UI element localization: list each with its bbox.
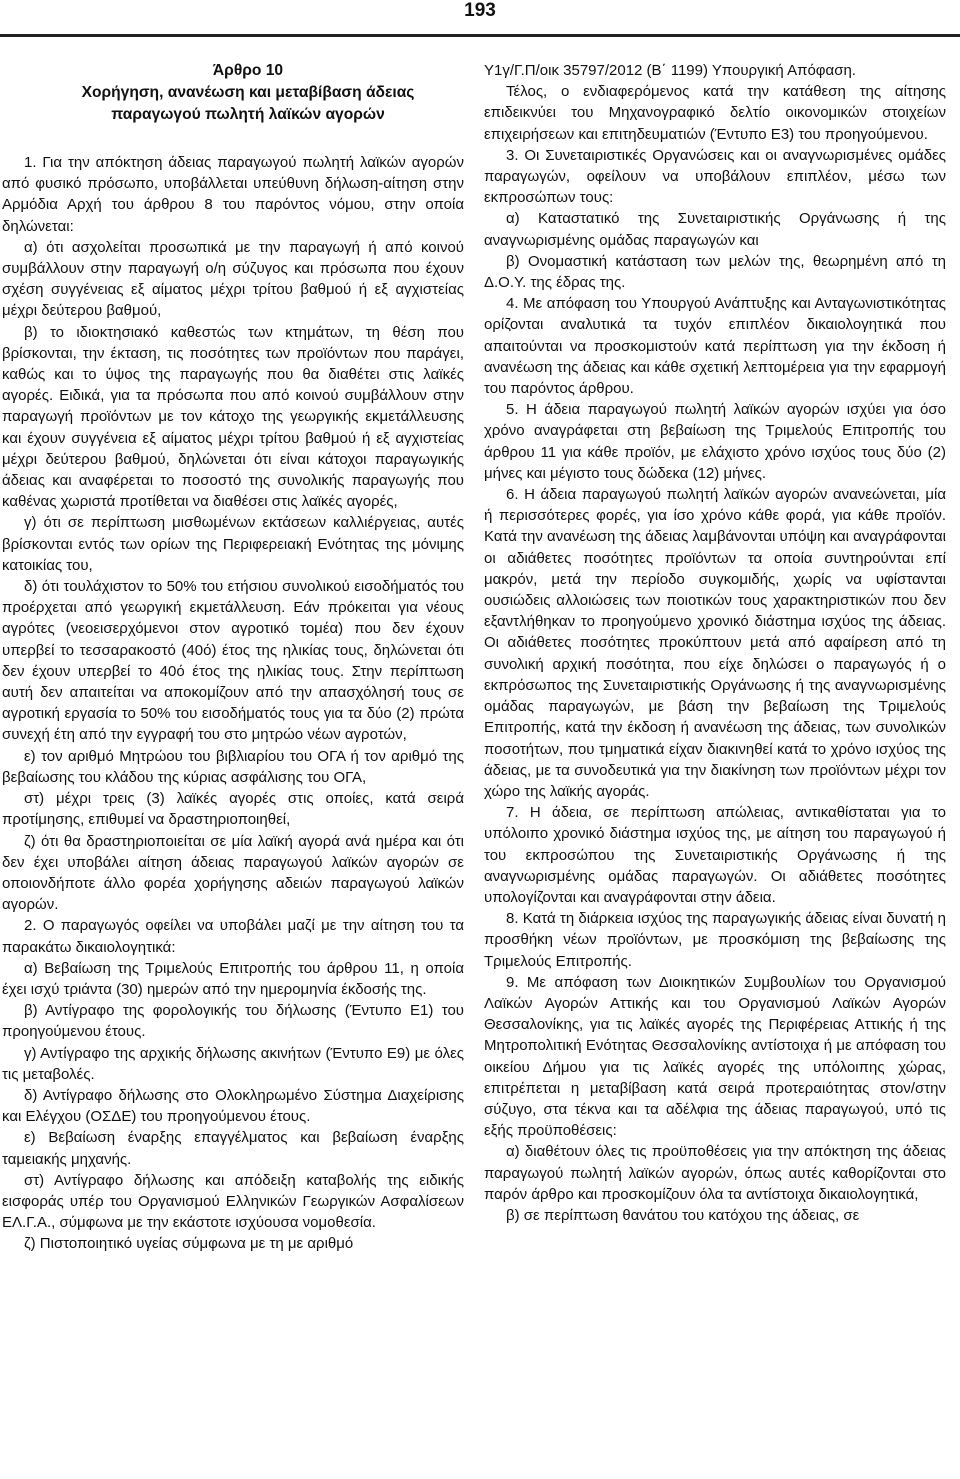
- paragraph: α) ότι ασχολείται προσωπικά με την παραγωγή ή από κοινού συμβάλλουν στην παραγωγή ο/η σύζυγος και πρόσωπα που έχουν σχέση συγγένειας εξ αίματος μέχρι τρίτου βαθμού ή εξ αγχιστείας μέχρι δεύτερου βαθμού,: [2, 238, 464, 320]
- paragraph: γ) Αντίγραφο της αρχικής δήλωσης ακινήτων (Έντυπο Ε9) με όλες τις μεταβολές.: [2, 1044, 464, 1083]
- paragraph: β) σε περίπτωση θανάτου του κατόχου της άδειας, σε: [506, 1206, 860, 1224]
- paragraph: 3. Οι Συνεταιριστικές Οργανώσεις και οι αναγνωρισμένες ομάδες παραγωγών, οφείλουν να υποβάλουν επιπλέον, μέσω των εκπροσώπων τους:: [484, 146, 946, 207]
- paragraph: ε) τον αριθμό Μητρώου του βιβλιαρίου του ΟΓΑ ή τον αριθμό της βεβαίωσης του κλάδου της κύριας ασφάλισης του ΟΓΑ,: [2, 747, 464, 786]
- page-number: 193: [464, 0, 496, 21]
- paragraph: γ) ότι σε περίπτωση μισθωμένων εκτάσεων καλλιέργειας, αυτές βρίσκονται εντός των ορίων της Περιφερειακή Ενότητας της μόνιμης κατοικίας του,: [2, 514, 464, 574]
- paragraph: 1. Για την απόκτηση άδειας παραγωγού πωλητή λαϊκών αγορών από φυσικό πρόσωπο, υποβάλλεται υπεύθυνη δήλωση-αίτηση στην Αρμόδια Αρχή του άρθρου 8 του παρόντος νόμου, στην οποία δηλώνεται:: [2, 154, 464, 235]
- article-title-block: [2, 60, 464, 126]
- paragraph: β) Ονομαστική κατάσταση των μελών της, θεωρημένη από τη Δ.Ο.Υ. της έδρας της.: [484, 252, 946, 292]
- paragraph-continuation: Υ1γ/Γ.Π/οικ 35797/2012 (Β΄ 1199) Υπουργική Απόφαση.: [484, 62, 856, 79]
- paragraph: 5. Η άδεια παραγωγού πωλητή λαϊκών αγορών ισχύει για όσο χρόνο αναγράφεται στη βεβαίωση της Τριμελούς Επιτροπής του άρθρου 11 για κάθε προϊόν, με ελάχιστο χρόνο ισχύος τους δύο (2) μήνες και μέγιστο τους δώδεκα (12) μήνες.: [484, 401, 946, 482]
- left-column: [2, 60, 464, 1255]
- paragraph: στ) μέχρι τρεις (3) λαϊκές αγορές στις οποίες, κατά σειρά προτίμησης, επιθυμεί να δραστηριοποιηθεί,: [2, 790, 464, 829]
- paragraph: 8. Κατά τη διάρκεια ισχύος της παραγωγικής άδειας είναι δυνατή η προσθήκη νέων προϊόντων, με προσκόμιση της βεβαίωσης της Τριμελούς Επιτροπής.: [484, 910, 946, 970]
- paragraph: ε) Βεβαίωση έναρξης επαγγέλματος και βεβαίωση έναρξης ταμειακής μηχανής.: [2, 1129, 464, 1168]
- paragraph: ζ) ότι θα δραστηριοποιείται σε μία λαϊκή αγορά ανά ημέρα και ότι δεν έχει υποβάλει αίτηση άδειας παραγωγού λαϊκών αγορών σε οποιονδήποτε άλλο φορέα χορήγησης αδειών παραγωγού λαϊκών αγορών.: [2, 832, 464, 914]
- paragraph: δ) ότι τουλάχιστον το 50% του ετήσιου συνολικού εισοδήματός του προέρχεται από γεωργική εκμετάλλευση. Εάν πρόκειται για νέους αγρότες (νεοεισερχόμενοι στον αγροτικό τομέα) που δεν έχουν υπερβεί το τεσσαρακοστό (40ό) έτος της ηλικίας τους, δηλώνεται ότι δεν έχουν υπερβεί το 40ό έτος της ηλικίας τους. Στην περίπτωση αυτή δεν απαιτείται να αποκομίζουν από την απασχόλησή τους σε αγροτική εργασία το 50% του εισοδήματός τους για τα δύο (2) πρώτα συνεχή έτη από την εγγραφή του στο μητρώο νέων αγροτών,: [2, 578, 464, 744]
- paragraph: 6. Η άδεια παραγωγού πωλητή λαϊκών αγορών ανανεώνεται, μία ή περισσότερες φορές, για ίσο χρόνο κάθε φορά, για κάθε προϊόν. Κατά την ανανέωση της άδειας λαμβάνονται υπόψη και αναγράφονται οι αδιάθετες ποσότητες προϊόντων τα οποία συντηρούνται επί μακρόν, μετά την περίοδο συγκομιδής, χωρίς να υφίστανται ουσιώδεις αλλοιώσεις των ποιοτικών τους χαρακτηριστικών που δεν εξαντλήθηκαν το προηγούμενο χρονικό διάστημα ισχύος της άδειας. Οι αδιάθετες ποσότητες προκύπτουν μετά από αφαίρεση από τη συνολική αρχική ποσότητα, που είχε δηλώσει ο παραγωγός ή ο εκπρόσωπος της Συνεταιριστικής Οργάνωσης ή της αναγνωρισμένης ομάδας παραγωγών, με βάση την βεβαίωση της Τριμελούς Επιτροπής, κατά την έκδοση ή ανανέωση της άδειας, των συνολικών ποσοτήτων, που τμηματικά είχαν διακινηθεί κατά το χρόνο ισχύος της άδειας, με τα συνοδευτικά για την διακίνηση των προϊόντων μέχρι τον χώρο της λαϊκής αγοράς.: [484, 486, 946, 800]
- article-heading: Άρθρο 10: [212, 62, 284, 79]
- paragraph: α) διαθέτουν όλες τις προϋποθέσεις για την απόκτηση της άδειας παραγωγού πωλητή λαϊκών αγορών, όπως αυτές καθορίζονται στο παρόν άρθρο και προσκομίζουν όλα τα αντίστοιχα δικαιολογητικά,: [484, 1143, 946, 1203]
- paragraph: α) Βεβαίωση της Τριμελούς Επιτροπής του άρθρου 11, η οποία έχει ισχύ τριάντα (30) ημερών από την ημερομηνία έκδοσής της.: [2, 959, 464, 998]
- right-column: [484, 60, 946, 1226]
- paragraph: β) Αντίγραφο της φορολογικής του δήλωσης (Έντυπο Ε1) του προηγούμενου έτους.: [2, 1002, 464, 1041]
- paragraph: 4. Με απόφαση του Υπουργού Ανάπτυξης και Ανταγωνιστικότητας ορίζονται αναλυτικά τα τυχόν επιπλέον δικαιολογητικά που απαιτούνται να προσκομιστούν κατά περίπτωση για την έκδοση ή ανανέωση της άδειας και κάθε σχετική λεπτομέρεια για την εφαρμογή του παρόντος άρθρου.: [484, 295, 946, 398]
- article-title-line-2: παραγωγού πωλητή λαϊκών αγορών: [111, 106, 385, 123]
- header-rule: [0, 34, 960, 37]
- paragraph: Τέλος, ο ενδιαφερόμενος κατά την κατάθεση της αίτησης επιδεικνύει του Μηχανογραφικό δελτίο οικονομικών στοιχείων επιχειρήσεων και επιτηδευματιών (Έντυπο Ε3) του προηγούμενου.: [484, 83, 946, 143]
- paragraph: 9. Με απόφαση των Διοικητικών Συμβουλίων του Οργανισμού Λαϊκών Αγορών Αττικής και του Οργανισμού Λαϊκών Αγορών Θεσσαλονίκης, για τις λαϊκές αγορές της Περιφέρειας Αττικής ή της Μητροπολιτική Ενότητας Θεσσαλονίκης αντίστοιχα ή με απόφαση του οικείου Δήμου για τις λαϊκές αγορές της υπόλοιπης χώρας, επιτρέπεται η μεταβίβαση κατά σειρά προτεραιότητας στον/στην σύζυγο, στα τέκνα και τα αδέλφια της άδειας παραγωγού, υπό τις εξής προϋποθέσεις:: [484, 973, 946, 1140]
- paragraph: 7. Η άδεια, σε περίπτωση απώλειας, αντικαθίσταται για το υπόλοιπο χρονικό διάστημα ισχύος της, με αίτηση του παραγωγού ή του εκπροσώπου της Συνεταιριστικής Οργάνωσης ή της αναγνωρισμένης ομάδας παραγωγών. Οι αδιάθετες ποσότητες υπολογίζονται και αναγράφονται στην άδεια.: [484, 804, 946, 906]
- paragraph: α) Καταστατικό της Συνεταιριστικής Οργάνωσης ή της αναγνωρισμένης ομάδας παραγωγών και: [484, 210, 946, 249]
- paragraph: δ) Αντίγραφο δήλωσης στο Ολοκληρωμένο Σύστημα Διαχείρισης και Ελέγχου (ΟΣΔΕ) του προηγούμενου έτους.: [2, 1086, 464, 1126]
- article-title-line-1: Χορήγηση, ανανέωση και μεταβίβαση άδειας: [81, 84, 415, 101]
- paragraph: ζ) Πιστοποιητικό υγείας σύμφωνα με τη με αριθμό: [24, 1235, 354, 1253]
- paragraph: στ) Αντίγραφο δήλωσης και απόδειξη καταβολής της ειδικής εισφοράς υπέρ του Οργανισμού Ελληνικών Γεωργικών Ασφαλίσεων ΕΛ.Γ.Α., σύμφωνα με την εκάστοτε ισχύουσα νομοθεσία.: [2, 1171, 464, 1232]
- paragraph: 2. Ο παραγωγός οφείλει να υποβάλει μαζί με την αίτηση του τα παρακάτω δικαιολογητικά:: [2, 917, 464, 956]
- paragraph: β) το ιδιοκτησιακό καθεστώς των κτημάτων, τη θέση που βρίσκονται, την έκταση, τις ποσότητες των προϊόντων που παράγει, καθώς και το ύψος της παραγωγής που θα διαθέτει στις λαϊκές αγορές. Ειδικά, για τα πρόσωπα που από κοινού συμβάλλουν στην παραγωγή προϊόντων με τον κάτοχο της γεωργικής εκμετάλλευσης και έχουν συγγένεια εξ αίματος μέχρι τρίτου βαθμού ή εξ αγχιστείας μέχρι δεύτερου βαθμού, δηλώνεται ότι είναι κάτοχοι παραγωγικής άδειας και αναφέρεται το ποσοστό της συνολικής παραγωγής που καθένας χωριστά προτίθεται να διαθέσει στις λαϊκές αγορές,: [2, 323, 464, 511]
